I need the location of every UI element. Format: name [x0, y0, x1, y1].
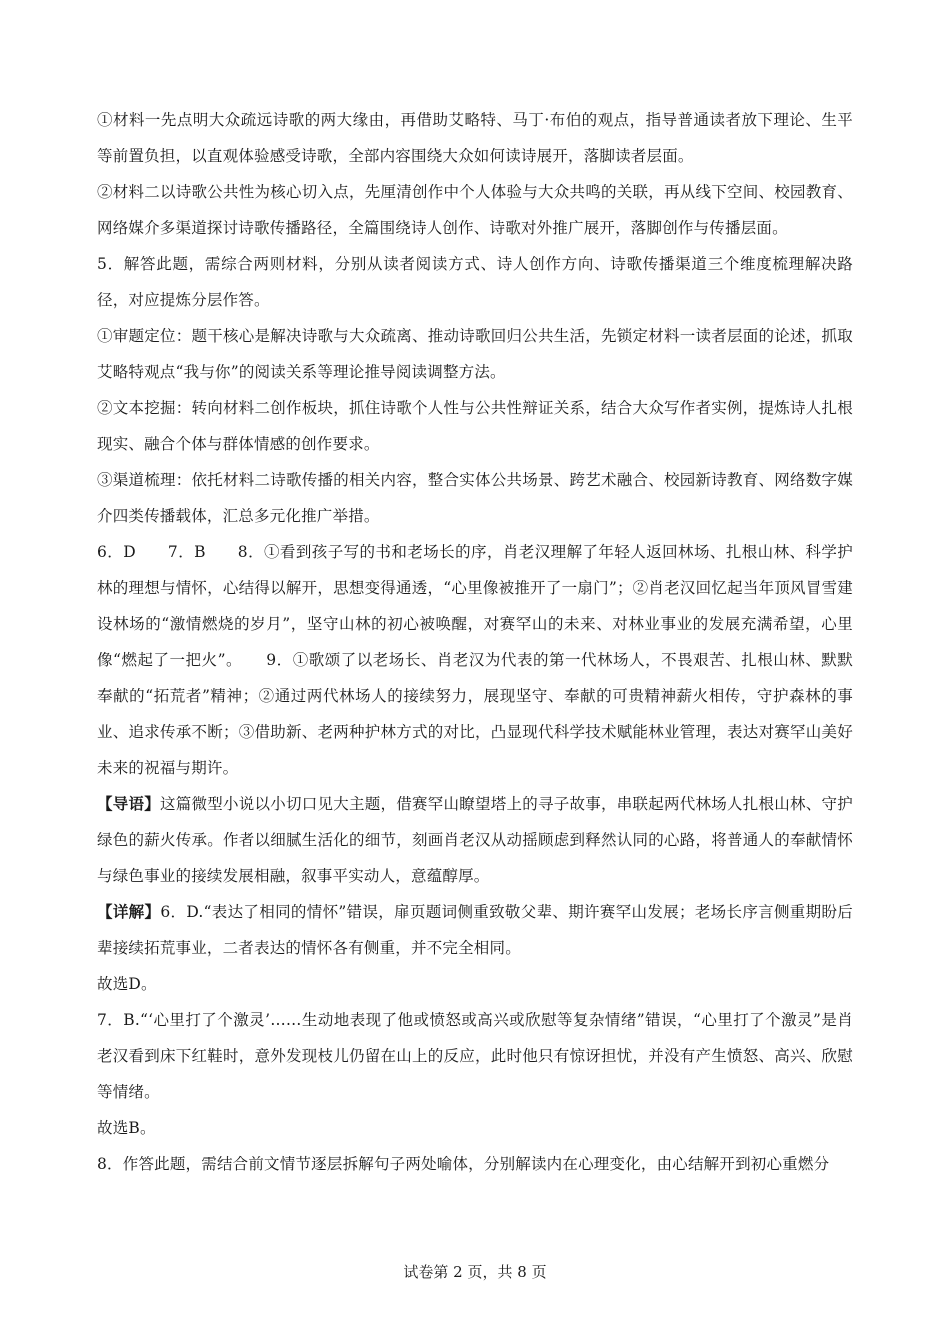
paragraph	[97, 786, 853, 894]
section-label: 【导语】	[97, 794, 161, 813]
paragraph: 5．解答此题，需综合两则材料，分别从读者阅读方式、诗人创作方向、诗歌传播渠道三个维度梳理解决路径，对应提炼分层作答。	[97, 255, 853, 309]
paragraph: 6．D 7．B 8．①看到孩子写的书和老场长的序，肖老汉理解了年轻人返回林场、扎根山林、科学护林的理想与情怀，心结得以解开，思想变得通透，“心里像被推开了一扇门”；②肖老汉回忆起当年顶风冒雪建设林场的“激情燃烧的岁月”，坚守山林的初心被唤醒，对赛罕山的未来、对林业事业的发展充满希望，心里像“燃起了一把火”。 9．①歌颂了以老场长、肖老汉为代表的第一代林场人，不畏艰苦、扎根山林、默默奉献的“拓荒者”精神；②通过两代林场人的接续努力，展现坚守、奉献的可贵精神薪火相传，守护森林的事业、追求传承不断；③借助新、老两种护林方式的对比，凸显现代科学技术赋能林业管理，表达对赛罕山美好未来的祝福与期许。	[97, 543, 853, 777]
paragraph: ③渠道梳理：依托材料二诗歌传播的相关内容，整合实体公共场景、跨艺术融合、校园新诗教育、网络数字媒介四类传播载体，汇总多元化推广举措。	[97, 471, 853, 525]
paragraph: ②文本挖掘：转向材料二创作板块，抓住诗歌个人性与公共性辩证关系，结合大众写作者实例，提炼诗人扎根现实、融合个体与群体情感的创作要求。	[97, 399, 853, 453]
paragraph: ①材料一先点明大众疏远诗歌的两大缘由，再借助艾略特、马丁·布伯的观点，指导普通读者放下理论、生平等前置负担，以直观体验感受诗歌，全部内容围绕大众如何读诗展开，落脚读者层面。	[97, 111, 853, 165]
page-footer: 试卷第 2 页，共 8 页	[403, 1263, 547, 1281]
section-label: 【详解】	[97, 902, 161, 921]
paragraph: 故选B。	[97, 1119, 156, 1137]
paragraph-text: 这篇微型小说以小切口见大主题，借赛罕山瞭望塔上的寻子故事，串联起两代林场人扎根山林、守护绿色的薪火传承。作者以细腻生活化的细节，刻画肖老汉从动摇顾虑到释然认同的心路，将普通人的奉献情怀与绿色事业的接续发展相融，叙事平实动人，意蕴醇厚。	[97, 795, 853, 885]
paragraph: 8．作答此题，需结合前文情节逐层拆解句子两处喻体，分别解读内在心理变化，由心结解开到初心重燃分	[97, 1155, 830, 1173]
paragraph-text: 6．D.“表达了相同的情怀”错误，扉页题词侧重致敬父辈、期许赛罕山发展；老场长序言侧重期盼后辈接续拓荒事业，二者表达的情怀各有侧重，并不完全相同。	[97, 903, 853, 957]
paragraph	[97, 894, 853, 966]
paragraph: ①审题定位：题干核心是解决诗歌与大众疏离、推动诗歌回归公共生活，先锁定材料一读者层面的论述，抓取艾略特观点“我与你”的阅读关系等理论推导阅读调整方法。	[97, 327, 853, 381]
paragraph: 7．B.“‘心里打了个激灵’……生动地表现了他或愤怒或高兴或欣慰等复杂情绪”错误，“心里打了个激灵”是肖老汉看到床下红鞋时，意外发现枝儿仍留在山上的反应，此时他只有惊讶担忧，并没有产生愤怒、高兴、欣慰等情绪。	[97, 1011, 853, 1101]
paragraph: ②材料二以诗歌公共性为核心切入点，先厘清创作中个人体验与大众共鸣的关联，再从线下空间、校园教育、网络媒介多渠道探讨诗歌传播路径，全篇围绕诗人创作、诗歌对外推广展开，落脚创作与传播层面。	[97, 183, 853, 237]
paragraph: 故选D。	[97, 975, 157, 993]
answer-content	[97, 102, 853, 1182]
